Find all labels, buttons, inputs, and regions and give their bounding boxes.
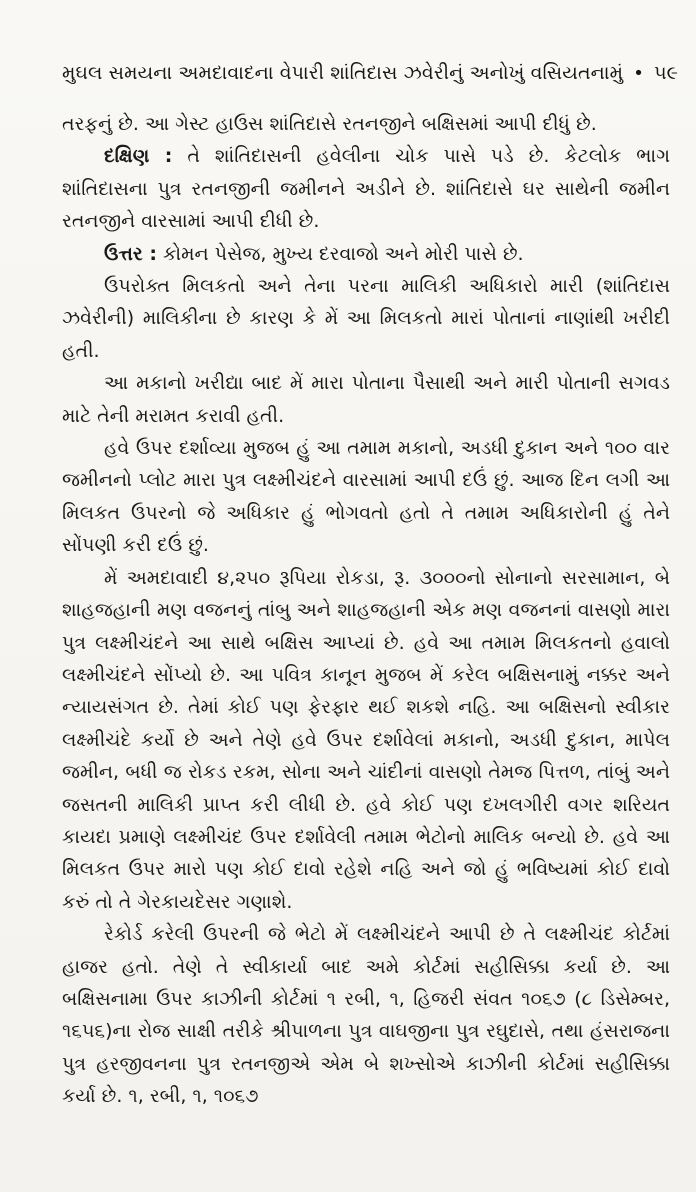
paragraph-text: હવે ઉપર દર્શાવ્યા મુજબ હું આ તમામ મકાનો, અડધી દુકાન અને ૧૦૦ વાર જમીનનો પ્લોટ મારા પુત્ર લક્ષ્મીચંદને વારસામાં આપી દઉં છું. આજ દિન લગી આ મિલકત ઉપરનો જે અધિકાર હું ભોગવતો હતો તે તમામ અધિકારોની હું તેને સોંપણી કરી દઉં છું.	[62, 437, 670, 557]
paragraph-8	[62, 918, 670, 1112]
paragraph-text: આ મકાનો ખરીદ્યા બાદ મેં મારા પોતાના પૈસાથી અને મારી પોતાની સગવડ માટે તેની મરામત કરાવી હતી.	[62, 372, 670, 427]
body-text	[62, 108, 670, 1113]
paragraph-text: રેકોર્ડ કરેલી ઉપરની જે ભેટો મેં લક્ષ્મીચંદને આપી છે તે લક્ષ્મીચંદ કોર્ટમાં હાજર હતો. તેણે તે સ્વીકાર્યા બાદ અમે કોર્ટમાં સહીસિક્કા કર્યા છે. આ બક્ષિસનામા ઉપર કાઝીની કોર્ટમાં ૧ રબી, ૧, હિજરી સંવત ૧૦૬૭ (૮ ડિસેમ્બર, ૧૬૫૬)ના રોજ સાક્ષી તરીકે શ્રીપાળના પુત્ર વાઘજીના પુત્ર રઘુદાસે, તથા હંસરાજના પુત્ર હરજીવનના પુત્ર રતનજીએ એમ બે શખ્સોએ કાઝીની કોર્ટમાં સહીસિક્કા કર્યા છે. ૧, રબી, ૧, ૧૦૬૭	[62, 923, 670, 1108]
running-title: મુઘલ સમયના અમદાવાદના વેપારી શાંતિદાસ ઝવેરીનું અનોખું વસિયતનામું	[62, 62, 624, 84]
paragraph-text: કોમન પેસેજ, મુખ્ય દરવાજો અને મોરી પાસે છે.	[156, 242, 524, 265]
paragraph-6	[62, 432, 670, 562]
paragraph-south	[62, 140, 670, 237]
paragraph-text: મેં અમદાવાદી ૪,૨૫૦ રૂપિયા રોકડા, રૂ. ૩૦૦૦નો સોનાનો સરસામાન, બે શાહજહાની મણ વજનનું તાંબુ અને શાહજહાની એક મણ વજનનાં વાસણો મારા પુત્ર લક્ષ્મીચંદને આ સાથે બક્ષિસ આપ્યાં છે. હવે આ તમામ મિલકતનો હવાલો લક્ષ્મીચંદને સોંપ્યો છે. આ પવિત્ર કાનૂન મુજબ મેં કરેલ બક્ષિસનામું નક્કર અને ન્યાયસંગત છે. તેમાં કોઈ પણ ફેરફાર થઈ શકશે નહિ. આ બક્ષિસનો સ્વીકાર લક્ષ્મીચંદે કર્યો છે અને તેણે હવે ઉપર દર્શાવેલાં મકાનો, અડધી દુકાન, માપેલ જમીન, બધી જ રોકડ રકમ, સોના અને ચાંદીનાં વાસણો તેમજ પિત્તળ, તાંબું અને જસતની માલિકી પ્રાપ્ત કરી લીધી છે. હવે કોઈ પણ દખલગીરી વગર શરિયત કાયદા પ્રમાણે લક્ષ્મીચંદ ઉપર દર્શાવેલી તમામ ભેટોનો માલિક બન્યો છે. હવે આ મિલકત ઉપર મારો પણ કોઈ દાવો રહેશે નહિ અને જો હું ભવિષ્યમાં કોઈ દાવો કરું તો તે ગેરકાયદેસર ગણાશે.	[62, 566, 670, 913]
paragraph-text: ઉપરોક્ત મિલકતો અને તેના પરના માલિકી અધિકારો મારી (શાંતિદાસ ઝવેરીની) માલિકીના છે કારણ કે મેં આ મિલકતો મારાં પોતાનાં નાણાંથી ખરીદી હતી.	[62, 275, 670, 362]
header-bullet: •	[633, 63, 644, 84]
paragraph-text: તરફનું છે. આ ગેસ્ટ હાઉસ શાંતિદાસે રતનજીને બક્ષિસમાં આપી દીધું છે.	[62, 113, 597, 135]
page-number: ૫૯	[654, 62, 679, 84]
paragraph-1	[62, 108, 670, 140]
paragraph-text: તે શાંતિદાસની હવેલીના ચોક પાસે પડે છે. કેટલોક ભાગ શાંતિદાસના પુત્ર રતનજીની જમીનને અડીને છે. શાંતિદાસે ઘર સાથેની જમીન રતનજીને વારસામાં આપી દીધી છે.	[62, 145, 671, 233]
running-header	[62, 58, 679, 89]
paragraph-7	[62, 562, 670, 918]
paragraph-4	[62, 270, 670, 367]
direction-label-north: ઉત્તર :	[104, 242, 157, 265]
direction-label-south: દક્ષિણ :	[104, 145, 173, 168]
paragraph-5	[62, 367, 670, 432]
paragraph-north	[62, 238, 670, 270]
